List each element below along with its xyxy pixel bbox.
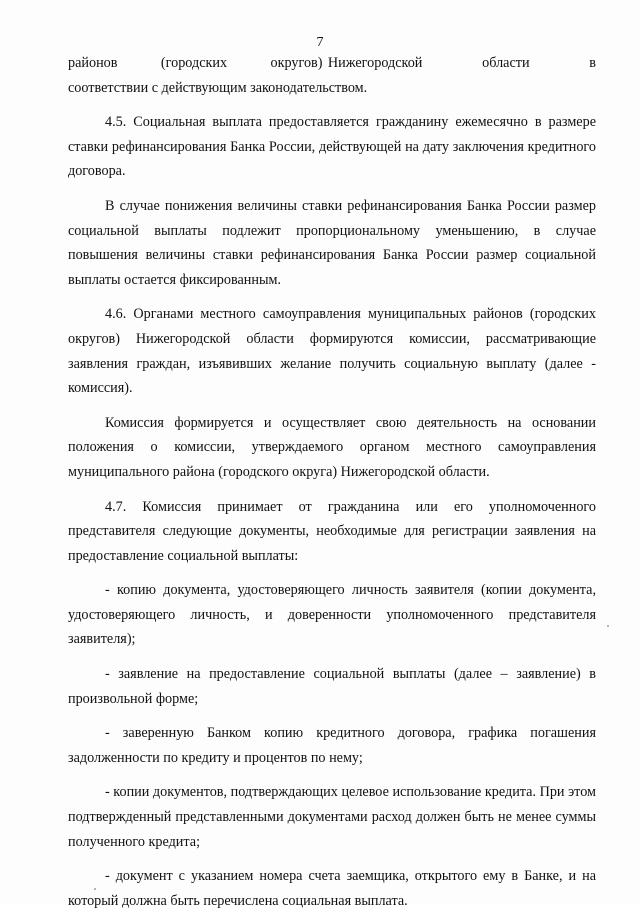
paragraph-4-5: 4.5. Социальная выплата предоставляется гражданину ежемесячно в размере ставки рефинансирования Банка России, действующей на дату заключения кредитного договора. bbox=[68, 114, 596, 180]
paragraph-commission: Комиссия формируется и осуществляет свою деятельность на основании положения о комиссии, утверждаемого органом местного самоуправления муниципального района (городского округа) Нижегородской области. bbox=[68, 414, 596, 480]
scan-speck bbox=[94, 888, 96, 890]
list-item-loan-agreement: - заверенную Банком копию кредитного договора, графика погашения задолженности по кредиту и процентов по нему; bbox=[68, 725, 596, 766]
page-number: 7 bbox=[316, 35, 324, 50]
paragraph-continuation: районов (городских округов) Нижегородской области в соответствии с действующим законодательством. bbox=[68, 55, 600, 96]
list-item-account-document: - документ с указанием номера счета заемщика, открытого ему в Банке, и на который должна быть перечислена социальная выплата. bbox=[68, 868, 596, 909]
list-item-usage-documents: - копии документов, подтверждающих целевое использование кредита. При этом подтвержденный представленными документами расход должен быть не менее суммы полученного кредита; bbox=[68, 784, 596, 850]
scan-speck bbox=[607, 625, 609, 627]
paragraph-4-7: 4.7. Комиссия принимает от гражданина или его уполномоченного представителя следующие документы, необходимые для регистрации заявления на предоставление социальной выплаты: bbox=[68, 498, 596, 564]
document-body bbox=[68, 51, 600, 923]
list-item-application: - заявление на предоставление социальной выплаты (далее – заявление) в произвольной форме; bbox=[68, 666, 596, 707]
list-item-identity-copy: - копию документа, удостоверяющего личность заявителя (копии документа, удостоверяющего личность, и доверенности уполномоченного представителя заявителя); bbox=[68, 582, 596, 648]
paragraph-rate-change: В случае понижения величины ставки рефинансирования Банка России размер социальной выплаты подлежит пропорциональному уменьшению, в случае повышения величины ставки рефинансирования Банка России размер социальной выплаты остается фиксированным. bbox=[68, 197, 596, 288]
paragraph-4-6: 4.6. Органами местного самоуправления муниципальных районов (городских округов) Нижегородской области формируются комиссии, рассматривающие заявления граждан, изъявивших желание получить социальную выплату (далее - комиссия). bbox=[68, 306, 596, 397]
